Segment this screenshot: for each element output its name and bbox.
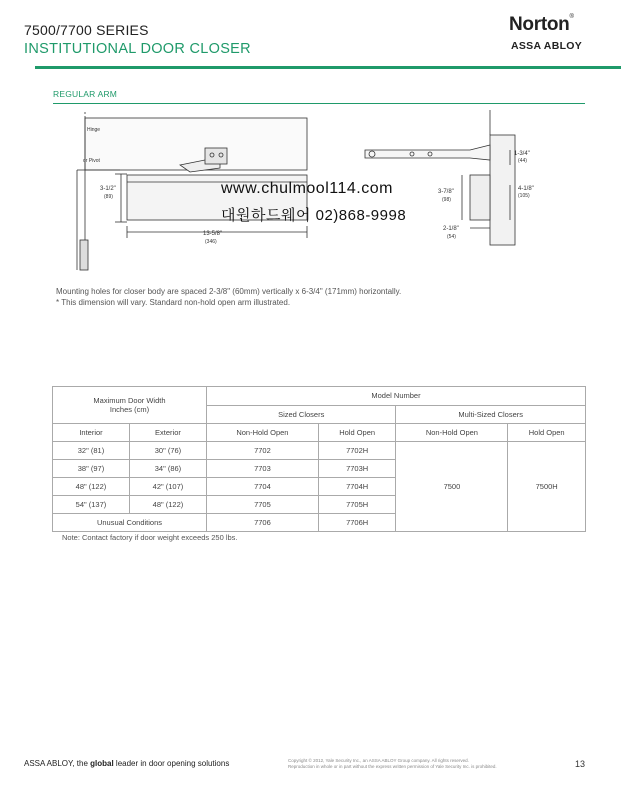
max-width-header: Maximum Door Width Inches (cm) (53, 387, 207, 424)
weight-footnote: Note: Contact factory if door weight exceeds 250 lbs. (62, 533, 238, 542)
series-title: 7500/7700 SERIES (24, 22, 149, 38)
dim-height: 3-1/2" (100, 186, 116, 192)
brand-sub-logo: ASSA ABLOY (511, 40, 583, 52)
footer-copyright: Copyright © 2012, Yale Security Inc., an ASSA ABLOY Group company. All rights reserved. Reproduction in whole or in part without the express written permission of Yale Security Inc. is prohibited. (288, 758, 497, 769)
dim-side-left: 3-7/8" (438, 189, 454, 195)
footer-tagline: ASSA ABLOY, the global leader in door opening solutions (24, 759, 230, 768)
model-number-header: Model Number (206, 387, 585, 406)
table-row: Unusual Conditions 7706 7706H (53, 514, 586, 532)
col-exterior: Exterior (129, 424, 206, 442)
hinge-label-2: or Pivot (83, 158, 100, 164)
col-interior: Interior (53, 424, 130, 442)
dim-height-mm: (89) (104, 194, 113, 200)
dim-side-mid: 4-1/8" (518, 186, 534, 192)
dim-side-left-mm: (98) (442, 197, 451, 203)
page-number: 13 (575, 759, 586, 769)
dim-side-bot: 2-1/8" (443, 226, 459, 232)
table-row: 32" (81) 30" (76) 7702 7702H 7500 7500H (53, 442, 586, 460)
dim-side-top-mm: (44) (518, 158, 527, 164)
watermark-url: www.chulmool114.com (221, 180, 393, 197)
product-title: INSTITUTIONAL DOOR CLOSER (24, 41, 251, 57)
dim-side-top: 1-3/4" (514, 151, 530, 157)
watermark-phone: 대원하드웨어 02)868-9998 (221, 207, 407, 224)
dimension-note: * This dimension will vary. Standard non-hold open arm illustrated. (56, 298, 291, 307)
section-divider (53, 103, 585, 104)
hinge-label-1: Hinge (87, 127, 101, 133)
multi-non-hold-value: 7500 (396, 442, 508, 532)
dim-side-mid-mm: (105) (518, 193, 530, 199)
table-row: 54" (137) 48" (122) 7705 7705H (53, 496, 586, 514)
dim-width-mm: (346) (205, 239, 217, 245)
brand-logo: Norton® (509, 14, 574, 35)
col-hold: Hold Open (318, 424, 396, 442)
table-row: 38" (97) 34" (86) 7703 7703H (53, 460, 586, 478)
header-divider (35, 66, 621, 69)
multi-sized-header: Multi-Sized Closers (396, 405, 586, 424)
sized-closers-header: Sized Closers (206, 405, 396, 424)
dim-side-bot-mm: (54) (447, 234, 456, 240)
col-non-hold: Non-Hold Open (206, 424, 318, 442)
section-label: REGULAR ARM (53, 89, 118, 99)
col-hold-2: Hold Open (508, 424, 586, 442)
col-non-hold-2: Non-Hold Open (396, 424, 508, 442)
model-table (52, 386, 586, 532)
mounting-note: Mounting holes for closer body are spaced 2-3/8" (60mm) vertically x 6-3/4" (171mm) horizontally. (56, 287, 402, 296)
dim-width: 13-5/8" (203, 231, 223, 237)
multi-hold-value: 7500H (508, 442, 586, 532)
table-row: 48" (122) 42" (107) 7704 7704H (53, 478, 586, 496)
